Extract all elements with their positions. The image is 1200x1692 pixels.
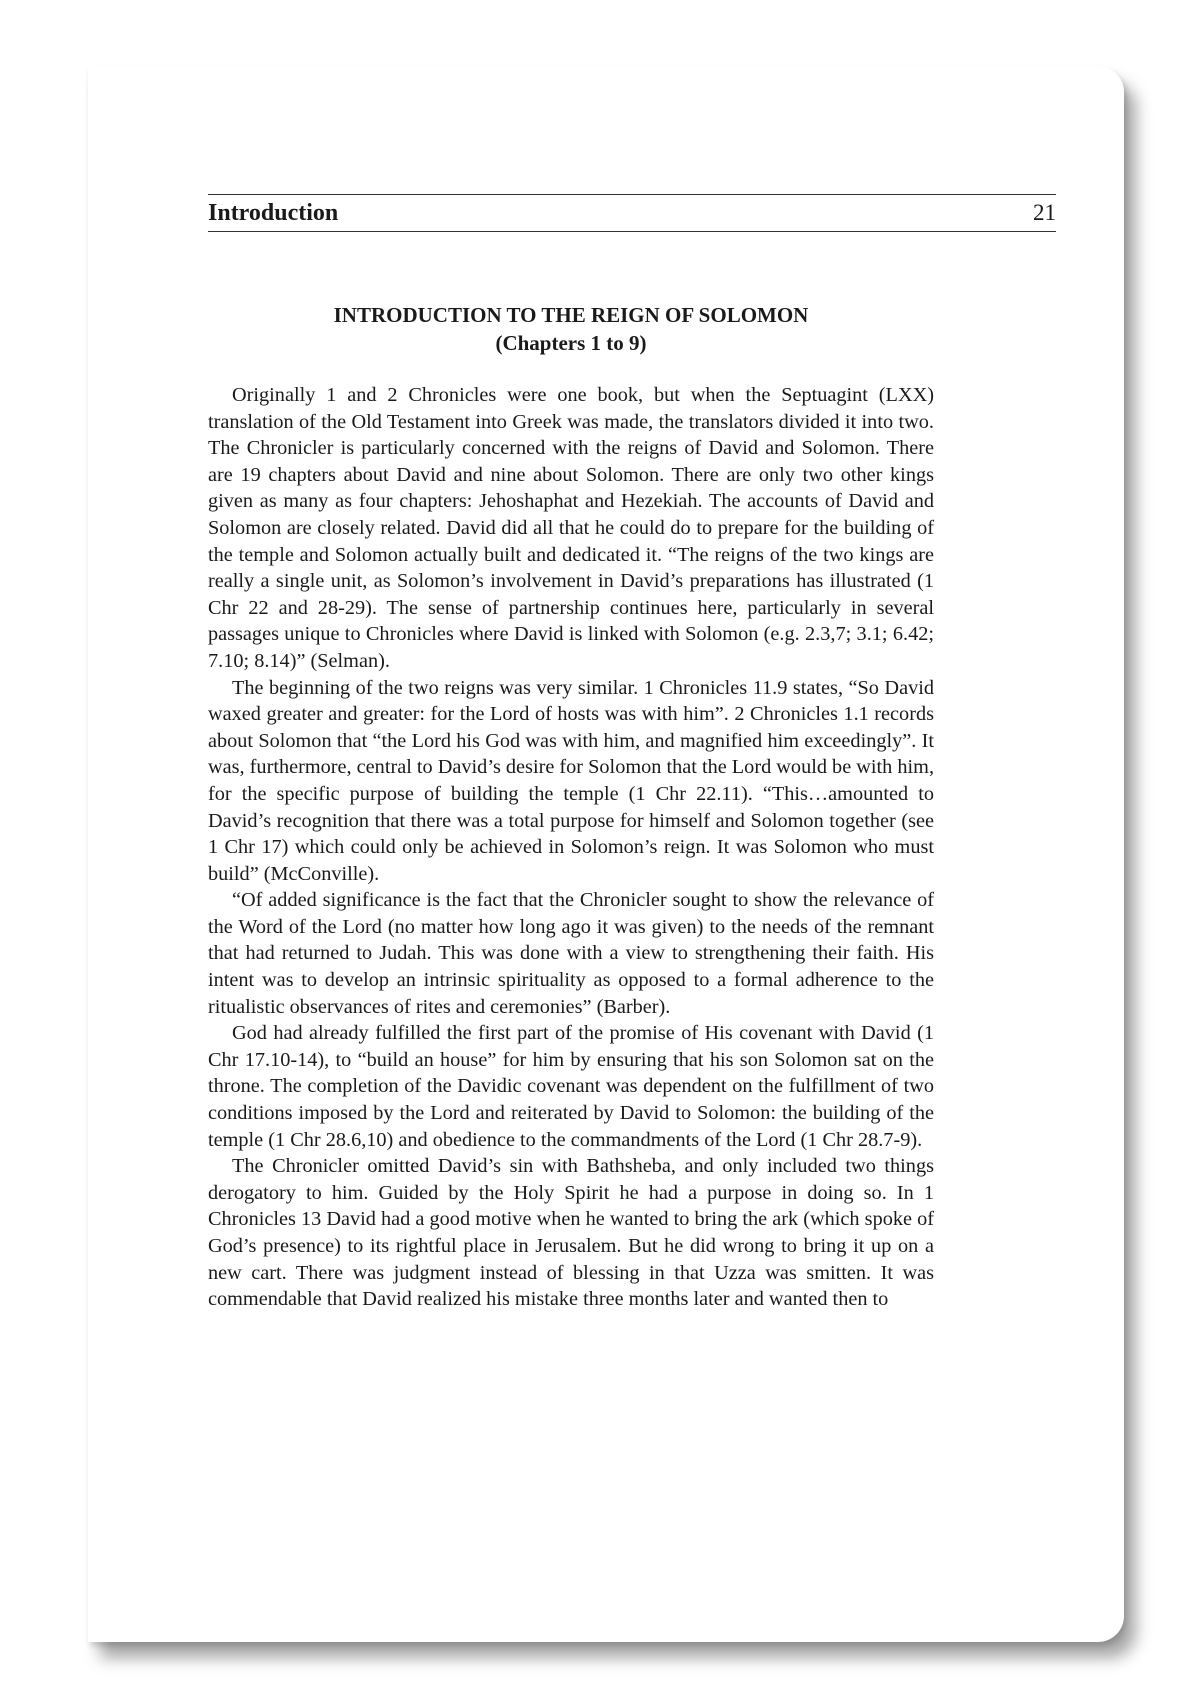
paragraph: The beginning of the two reigns was very similar. 1 Chronicles 11.9 states, “So David waxed greater and greater: for the Lord of hosts was with him”. 2 Chronicles 1.1 records about Solomon that “the Lord his God was with him, and magnified him exceedingly”. It was, furthermore, central to David’s desire for Solomon that the Lord would be with him, for the specific purpose of building the temple (1 Chr 22.11). “This…amounted to David’s recognition that there was a total purpose for himself and Solomon together (see 1 Chr 17) which could only be achieved in Solomon’s reign. It was Solomon who must build” (McConville). (208, 676, 935, 885)
paragraph: “Of added significance is the fact that the Chronicler sought to show the relevance of the Word of the Lord (no matter how long ago it was given) to the needs of the remnant that had returned to Judah. This was done with a view to strengthening their faith. His intent was to develop an intrinsic spirituality as opposed to a formal adherence to the ritualistic observances of rites and ceremonies” (Barber). (208, 889, 934, 1018)
paragraph: Originally 1 and 2 Chronicles were one book, but when the Septuagint (LXX) translation of the Old Testament into Greek was made, the translators divided it into two. The Chronicler is particularly concerned with the reigns of David and Solomon. There are 19 chapters about David and nine about Solomon. There are only two other kings given as many as four chapters: Jehoshaphat and Hezekiah. The accounts of David and Solomon are closely related. David did all that he could do to prepare for the building of the temple and Solomon actually built and dedicated it. “The reigns of the two kings are really a single unit, as Solomon’s involvement in David’s preparations has illustrated (1 Chr 22 and 28-29). The sense of partnership continues here, particularly in several passages unique to Chronicles where David is linked with Solomon (e.g. 2.3,7; 3.1; 6.42; 7.10; 8.14)” (Selman). (208, 384, 934, 672)
body-text (208, 382, 934, 1313)
running-header (208, 194, 1056, 232)
section-title: INTRODUCTION TO THE REIGN OF SOLOMON (333, 303, 809, 327)
section-heading (208, 301, 934, 357)
paragraph: God had already fulfilled the first part of the promise of His covenant with David (1 Chr 17.10-14), to “build an house” for him by ensuring that his son Solomon sat on the throne. The completion of the Davidic covenant was dependent on the fulfillment of two conditions imposed by the Lord and reiterated by David to Solomon: the building of the temple (1 Chr 28.6,10) and obedience to the commandments of the Lord (1 Chr 28.7-9). (208, 1022, 934, 1151)
page-number: 21 (1033, 200, 1056, 225)
paragraph: The Chronicler omitted David’s sin with Bathsheba, and only included two things derogatory to him. Guided by the Holy Spirit he had a purpose in doing so. In 1 Chronicles 13 David had a good motive when he wanted to bring the ark (which spoke of God’s presence) to its rightful place in Jerusalem. But he did wrong to bring it up on a new cart. There was judgment instead of blessing in that Uzza was smitten. It was commendable that David realized his mistake three months later and wanted then to (208, 1155, 934, 1311)
running-title: Introduction (208, 199, 339, 226)
section-subtitle: (Chapters 1 to 9) (495, 331, 647, 355)
